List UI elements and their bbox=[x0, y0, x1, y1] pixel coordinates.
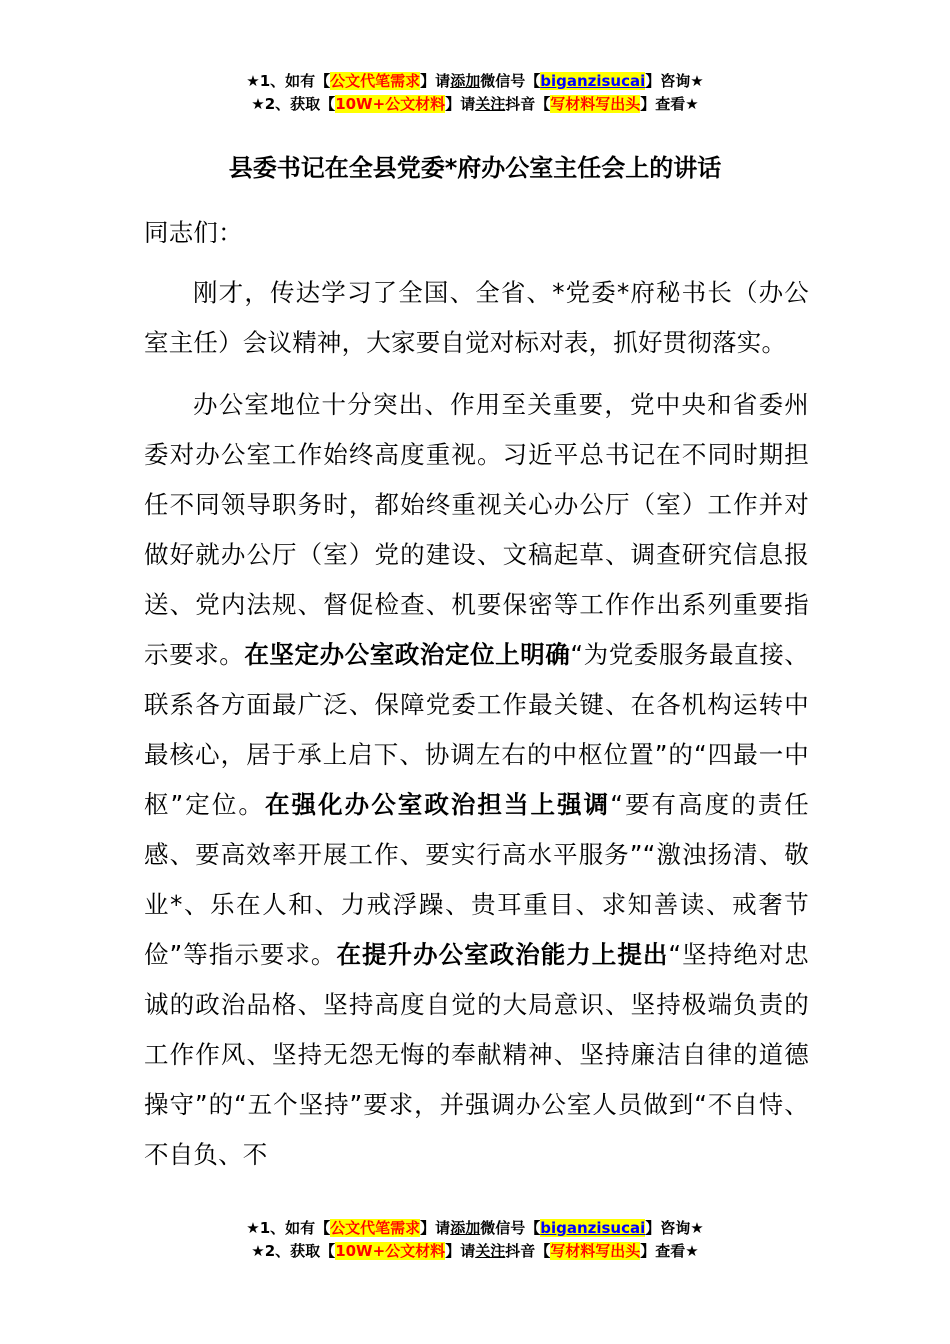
footer-line1-text-2: 微信号【 bbox=[480, 1219, 541, 1237]
document-body bbox=[144, 208, 809, 1192]
header-line1-underlined: 添加 bbox=[450, 72, 481, 90]
header-highlight-materials: 10W+公文材料 bbox=[335, 95, 446, 113]
document-title: 县委书记在全县党委*府办公室主任会上的讲话 bbox=[228, 154, 722, 182]
footer-line2-text: 】请 bbox=[445, 1242, 476, 1260]
footer-wechat-id[interactable]: biganzisucai bbox=[540, 1219, 646, 1237]
footer-line-2 bbox=[0, 1240, 950, 1263]
footer-line2-prefix: ★2、获取【 bbox=[251, 1242, 336, 1260]
footer-douyin-account: 写材料写出头 bbox=[550, 1242, 641, 1260]
header-line2-text: 】请 bbox=[445, 95, 476, 113]
paragraph-2-bold-3: 在提升办公室政治能力上提出 bbox=[336, 940, 669, 969]
paragraph-2-text-4: “坚持绝对忠诚的政治品格、坚持高度自觉的大局意识、坚持极端负责的工作作风、坚持无怨无悔的奉献精神、坚持廉洁自律的道德操守”的“五个坚持”要求，并强调办公室人员做到“不自恃、不自负、不 bbox=[144, 940, 809, 1169]
header-line1-text: 】请 bbox=[420, 72, 451, 90]
header-line2-suffix: 】查看★ bbox=[640, 95, 699, 113]
footer-line2-underlined: 关注 bbox=[475, 1242, 506, 1260]
footer-line1-prefix: ★1、如有【 bbox=[246, 1219, 331, 1237]
paragraph-2-text-1: 办公室地位十分突出、作用至关重要，党中央和省委州委对办公室工作始终高度重视。习近平总书记在不同时期担任不同领导职务时，都始终重视关心办公厅（室）工作并对做好就办公厅（室）党的建设、文稿起草、调查研究信息报送、党内法规、督促检查、机要保密等工作作出系列重要指示要求。 bbox=[144, 390, 809, 669]
footer-line-1 bbox=[0, 1217, 950, 1240]
footer-line2-text-2: 抖音【 bbox=[505, 1242, 551, 1260]
paragraph-2-text-3: “要有高度的责任感、要高效率开展工作、要实行高水平服务”“激浊扬清、敬业*、乐在人和、力戒浮躁、贵耳重目、求知善读、戒奢节俭”等指示要求。 bbox=[144, 790, 810, 969]
paragraph-2 bbox=[144, 380, 809, 1180]
footer-line1-suffix: 】咨询★ bbox=[645, 1219, 704, 1237]
footer-highlight-service: 公文代笔需求 bbox=[330, 1219, 421, 1237]
header-line2-prefix: ★2、获取【 bbox=[251, 95, 336, 113]
header-douyin-account: 写材料写出头 bbox=[550, 95, 641, 113]
header-highlight-service: 公文代笔需求 bbox=[330, 72, 421, 90]
footer-highlight-materials: 10W+公文材料 bbox=[335, 1242, 446, 1260]
paragraph-2-bold-2: 在强化办公室政治担当上强调 bbox=[264, 790, 611, 819]
header-line-2 bbox=[0, 93, 950, 116]
header-line1-prefix: ★1、如有【 bbox=[246, 72, 331, 90]
paragraph-1: 刚才，传达学习了全国、全省、*党委*府秘书长（办公室主任）会议精神，大家要自觉对标对表，抓好贯彻落实。 bbox=[144, 278, 809, 357]
paragraph-2-text-2: “为党委服务最直接、联系各方面最广泛、保障党委工作最关键、在各机构运转中最核心，居于承上启下、协调左右的中枢位置”的“四最一中枢”定位。 bbox=[144, 640, 809, 819]
footer-line1-underlined: 添加 bbox=[450, 1219, 481, 1237]
header-wechat-id[interactable]: biganzisucai bbox=[540, 72, 646, 90]
footer-banner bbox=[0, 1217, 950, 1263]
paragraph-2-bold-1: 在坚定办公室政治定位上明确 bbox=[244, 640, 571, 669]
footer-line1-text: 】请 bbox=[420, 1219, 451, 1237]
header-line-1 bbox=[0, 70, 950, 93]
header-banner bbox=[0, 70, 950, 116]
salutation: 同志们： bbox=[144, 218, 243, 247]
header-line2-text-2: 抖音【 bbox=[505, 95, 551, 113]
header-line1-suffix: 】咨询★ bbox=[645, 72, 704, 90]
header-line1-text-2: 微信号【 bbox=[480, 72, 541, 90]
footer-line2-suffix: 】查看★ bbox=[640, 1242, 699, 1260]
header-line2-underlined: 关注 bbox=[475, 95, 506, 113]
